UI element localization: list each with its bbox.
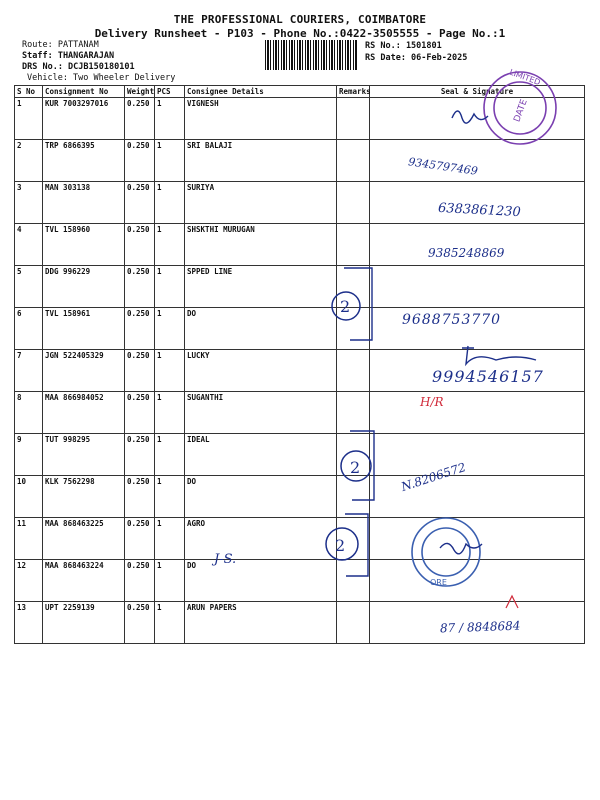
cell-consignment: TRP 6866395 <box>43 140 125 182</box>
svg-text:ORE: ORE <box>430 578 447 587</box>
cell-sno: 2 <box>15 140 43 182</box>
cell-consignment: KUR 7003297016 <box>43 98 125 140</box>
cell-pcs: 1 <box>155 476 185 518</box>
staff-label: Staff: THANGARAJAN <box>22 51 115 61</box>
cell-consignee: SPPED LINE <box>185 266 337 308</box>
cell-weight: 0.250 <box>125 518 155 560</box>
cell-consignee: DO <box>185 560 337 602</box>
cell-consignment: UPT 2259139 <box>43 602 125 644</box>
cell-weight: 0.250 <box>125 560 155 602</box>
cell-weight: 0.250 <box>125 224 155 266</box>
red-mark-row13 <box>506 596 518 608</box>
cell-pcs: 1 <box>155 224 185 266</box>
handwritten-note-row10: N.8206572 <box>399 459 468 495</box>
route-label: Route: PATTANAM <box>22 40 99 50</box>
signature-row12 <box>440 543 482 553</box>
cell-weight: 0.250 <box>125 392 155 434</box>
cell-consignee: SUGANTHI <box>185 392 337 434</box>
cell-weight: 0.250 <box>125 476 155 518</box>
cell-weight: 0.250 <box>125 182 155 224</box>
handwritten-phone-row6: 9688753770 <box>402 312 502 328</box>
cell-consignment: MAA 866984052 <box>43 392 125 434</box>
handwritten-phone-row7: 9994546157 <box>432 367 544 386</box>
company-seal-stamp <box>484 68 556 144</box>
cell-weight: 0.250 <box>125 350 155 392</box>
cell-weight: 0.250 <box>125 98 155 140</box>
cell-pcs: 1 <box>155 266 185 308</box>
cell-consignee: ARUN PAPERS <box>185 602 337 644</box>
remarks-bracket-3 <box>345 514 368 576</box>
cell-consignee: SRI BALAJI <box>185 140 337 182</box>
cell-pcs: 1 <box>155 602 185 644</box>
svg-text:2: 2 <box>340 297 351 316</box>
cell-sno: 3 <box>15 182 43 224</box>
cell-pcs: 1 <box>155 182 185 224</box>
handwritten-phone-row2: 9345797469 <box>407 155 479 178</box>
svg-text:DATE: DATE <box>512 98 530 124</box>
col-sno: S No <box>15 86 43 98</box>
cell-sno: 10 <box>15 476 43 518</box>
cell-consignee: IDEAL <box>185 434 337 476</box>
handwritten-note-row13: 87 / 8848684 <box>439 618 521 636</box>
col-remarks: Remarks <box>337 86 370 98</box>
handwritten-phone-row3: 6383861230 <box>437 200 522 221</box>
cell-weight: 0.250 <box>125 140 155 182</box>
cell-weight: 0.250 <box>125 308 155 350</box>
cell-consignment: MAA 868463225 <box>43 518 125 560</box>
cell-sno: 13 <box>15 602 43 644</box>
cell-consignee: DO <box>185 476 337 518</box>
cell-consignment: TVL 158960 <box>43 224 125 266</box>
cell-consignee: LUCKY <box>185 350 337 392</box>
svg-text:LIMITED: LIMITED <box>508 67 542 88</box>
cell-sno: 11 <box>15 518 43 560</box>
cell-sno: 1 <box>15 98 43 140</box>
company-title: THE PROFESSIONAL COURIERS, COIMBATORE <box>173 13 427 26</box>
col-signature: Seal & Signature <box>370 86 585 98</box>
handwritten-phone-row4: 9385248869 <box>428 246 505 260</box>
cell-weight: 0.250 <box>125 602 155 644</box>
svg-text:2: 2 <box>335 536 346 555</box>
cell-pcs: 1 <box>155 392 185 434</box>
cell-pcs: 1 <box>155 98 185 140</box>
col-consignment: Consignment No <box>43 86 125 98</box>
cell-sno: 9 <box>15 434 43 476</box>
col-consignee: Consignee Details <box>185 86 337 98</box>
cell-consignment: DDG 996229 <box>43 266 125 308</box>
cell-sno: 12 <box>15 560 43 602</box>
cell-pcs: 1 <box>155 350 185 392</box>
cell-consignment: KLK 7562298 <box>43 476 125 518</box>
rs-number: RS No.: 1501801 <box>365 41 442 51</box>
cell-pcs: 1 <box>155 140 185 182</box>
vehicle-label: Vehicle: Two Wheeler Delivery <box>27 73 176 83</box>
runsheet-title: Delivery Runsheet - P103 - Phone No.:0422-3505555 - Page No.:1 <box>94 27 506 40</box>
handwritten-initials-row12: J-S. <box>214 552 237 567</box>
cell-sno: 5 <box>15 266 43 308</box>
signature-row7 <box>462 346 536 364</box>
cell-consignee: VIGNESH <box>185 98 337 140</box>
cell-consignment: TVL 158961 <box>43 308 125 350</box>
cell-consignment: JGN 522405329 <box>43 350 125 392</box>
drs-number: DRS No.: DCJB150180101 <box>22 62 135 72</box>
cell-weight: 0.250 <box>125 434 155 476</box>
cell-consignee: SHSKTHI MURUGAN <box>185 224 337 266</box>
cell-consignee: SURIYA <box>185 182 337 224</box>
col-pcs: PCS <box>155 86 185 98</box>
col-weight: Weight <box>125 86 155 98</box>
cell-consignment: TUT 998295 <box>43 434 125 476</box>
cell-consignee: DO <box>185 308 337 350</box>
signature-row1 <box>452 111 488 123</box>
cell-sno: 4 <box>15 224 43 266</box>
cell-sno: 8 <box>15 392 43 434</box>
cell-sno: 7 <box>15 350 43 392</box>
cell-pcs: 1 <box>155 434 185 476</box>
cell-pcs: 1 <box>155 560 185 602</box>
svg-text:2: 2 <box>350 458 361 477</box>
cell-pcs: 1 <box>155 518 185 560</box>
rs-date: RS Date: 06-Feb-2025 <box>365 53 468 63</box>
cell-consignee: AGRO <box>185 518 337 560</box>
cell-pcs: 1 <box>155 308 185 350</box>
cell-consignment: MAN 303138 <box>43 182 125 224</box>
cell-consignment: MAA 868463224 <box>43 560 125 602</box>
cell-sno: 6 <box>15 308 43 350</box>
handwritten-mark-row8: H/R <box>420 395 444 409</box>
cell-weight: 0.250 <box>125 266 155 308</box>
bottom-seal-stamp <box>412 518 480 587</box>
